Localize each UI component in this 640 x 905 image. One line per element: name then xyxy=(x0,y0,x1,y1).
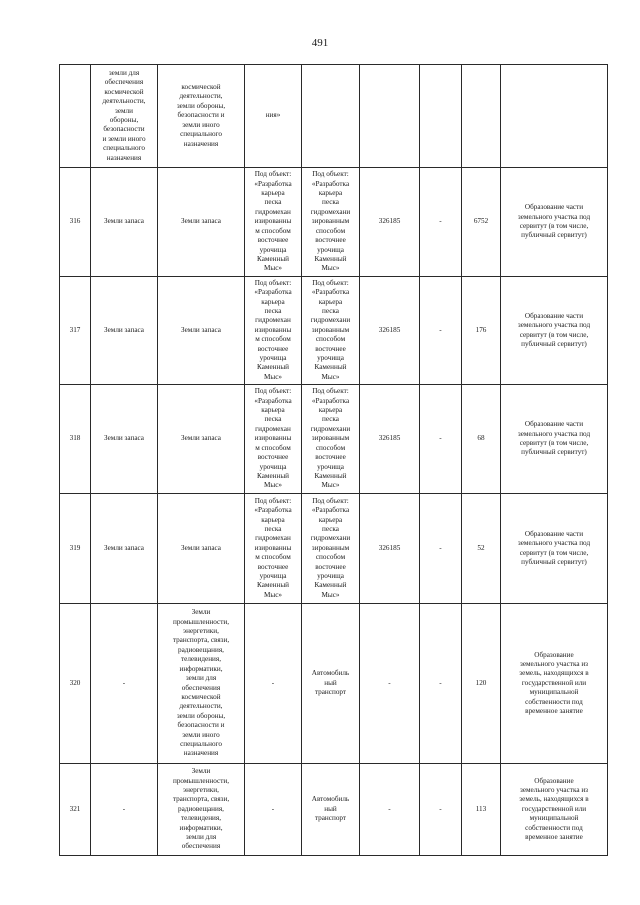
object-cell: - xyxy=(245,764,302,856)
purpose-cell: Образование части земельного участка под сервитут (в том числе, публичный сервитут) xyxy=(501,277,608,385)
cadastral-cell: 326185 xyxy=(360,168,420,277)
cadastral-cell: 326185 xyxy=(360,385,420,494)
area-cell: 68 xyxy=(462,385,501,494)
object-type-cell: Под объект: «Разработка карьера песка гидромехани зированным способом восточнее урочища Каменный Мыс» xyxy=(302,385,360,494)
object-type-cell xyxy=(302,65,360,168)
dash-cell: - xyxy=(420,604,462,764)
dash-cell: - xyxy=(420,385,462,494)
object-type-cell: Под объект: «Разработка карьера песка гидромехани зированным способом восточнее урочища Каменный Мыс» xyxy=(302,277,360,385)
object-cell: ния» xyxy=(245,65,302,168)
object-type-cell: Автомобиль ный транспорт xyxy=(302,604,360,764)
category-detail-cell: Земли запаса xyxy=(158,277,245,385)
object-type-cell: Под объект: «Разработка карьера песка гидромехани зированным способом восточнее урочища Каменный Мыс» xyxy=(302,168,360,277)
row-number-cell: 317 xyxy=(60,277,91,385)
area-cell xyxy=(462,65,501,168)
category-detail-cell: Земли запаса xyxy=(158,494,245,604)
object-type-cell: Автомобиль ный транспорт xyxy=(302,764,360,856)
dash-cell: - xyxy=(420,168,462,277)
land-category-cell: Земли запаса xyxy=(91,168,158,277)
object-cell: Под объект: «Разработка карьера песка гидромехан изированны м способом восточнее урочища Каменный Мыс» xyxy=(245,385,302,494)
land-category-cell: Земли запаса xyxy=(91,494,158,604)
table-row xyxy=(60,385,608,494)
land-register-table xyxy=(59,64,608,856)
table-row xyxy=(60,168,608,277)
row-number-cell xyxy=(60,65,91,168)
table-row xyxy=(60,65,608,168)
dash-cell: - xyxy=(420,277,462,385)
dash-cell xyxy=(420,65,462,168)
land-category-cell: Земли запаса xyxy=(91,277,158,385)
object-cell: Под объект: «Разработка карьера песка гидромехан изированны м способом восточнее урочища Каменный Мыс» xyxy=(245,277,302,385)
area-cell: 176 xyxy=(462,277,501,385)
purpose-cell: Образование части земельного участка под сервитут (в том числе, публичный сервитут) xyxy=(501,494,608,604)
area-cell: 113 xyxy=(462,764,501,856)
area-cell: 6752 xyxy=(462,168,501,277)
row-number-cell: 320 xyxy=(60,604,91,764)
land-category-cell: - xyxy=(91,764,158,856)
object-cell: Под объект: «Разработка карьера песка гидромехан изированны м способом восточнее урочища Каменный Мыс» xyxy=(245,168,302,277)
row-number-cell: 316 xyxy=(60,168,91,277)
category-detail-cell: Земли запаса xyxy=(158,168,245,277)
land-category-cell: - xyxy=(91,604,158,764)
purpose-cell: Образование части земельного участка под сервитут (в том числе, публичный сервитут) xyxy=(501,385,608,494)
cadastral-cell: - xyxy=(360,604,420,764)
category-detail-cell: Земли запаса xyxy=(158,385,245,494)
object-type-cell: Под объект: «Разработка карьера песка гидромехани зированным способом восточнее урочища Каменный Мыс» xyxy=(302,494,360,604)
land-category-cell: земли для обеспечения космической деятельности, земли обороны, безопасности и земли иного специального назначения xyxy=(91,65,158,168)
purpose-cell: Образование части земельного участка под сервитут (в том числе, публичный сервитут) xyxy=(501,168,608,277)
object-cell: Под объект: «Разработка карьера песка гидромехан изированны м способом восточнее урочища Каменный Мыс» xyxy=(245,494,302,604)
category-detail-cell: Земли промышленности, энергетики, транспорта, связи, радиовещания, телевидения, информатики, земли для обеспечения xyxy=(158,764,245,856)
land-category-cell: Земли запаса xyxy=(91,385,158,494)
dash-cell: - xyxy=(420,494,462,604)
area-cell: 120 xyxy=(462,604,501,764)
table-row xyxy=(60,604,608,764)
category-detail-cell: космической деятельности, земли обороны, безопасности и земли иного специального назначения xyxy=(158,65,245,168)
purpose-cell: Образование земельного участка из земель, находящихся в государственной или муниципальной собственности под временное занятие xyxy=(501,604,608,764)
cadastral-cell: - xyxy=(360,764,420,856)
row-number-cell: 319 xyxy=(60,494,91,604)
row-number-cell: 321 xyxy=(60,764,91,856)
cadastral-cell: 326185 xyxy=(360,494,420,604)
row-number-cell: 318 xyxy=(60,385,91,494)
cadastral-cell: 326185 xyxy=(360,277,420,385)
area-cell: 52 xyxy=(462,494,501,604)
purpose-cell: Образование земельного участка из земель, находящихся в государственной или муниципальной собственности под временное занятие xyxy=(501,764,608,856)
dash-cell: - xyxy=(420,764,462,856)
cadastral-cell xyxy=(360,65,420,168)
table-row xyxy=(60,494,608,604)
page-number: 491 xyxy=(311,37,329,49)
table-row xyxy=(60,764,608,856)
purpose-cell xyxy=(501,65,608,168)
object-cell: - xyxy=(245,604,302,764)
table-row xyxy=(60,277,608,385)
category-detail-cell: Земли промышленности, энергетики, транспорта, связи, радиовещания, телевидения, информатики, земли для обеспечения космической деятельности, земли обороны, безопасности и земли иного специального назначения xyxy=(158,604,245,764)
